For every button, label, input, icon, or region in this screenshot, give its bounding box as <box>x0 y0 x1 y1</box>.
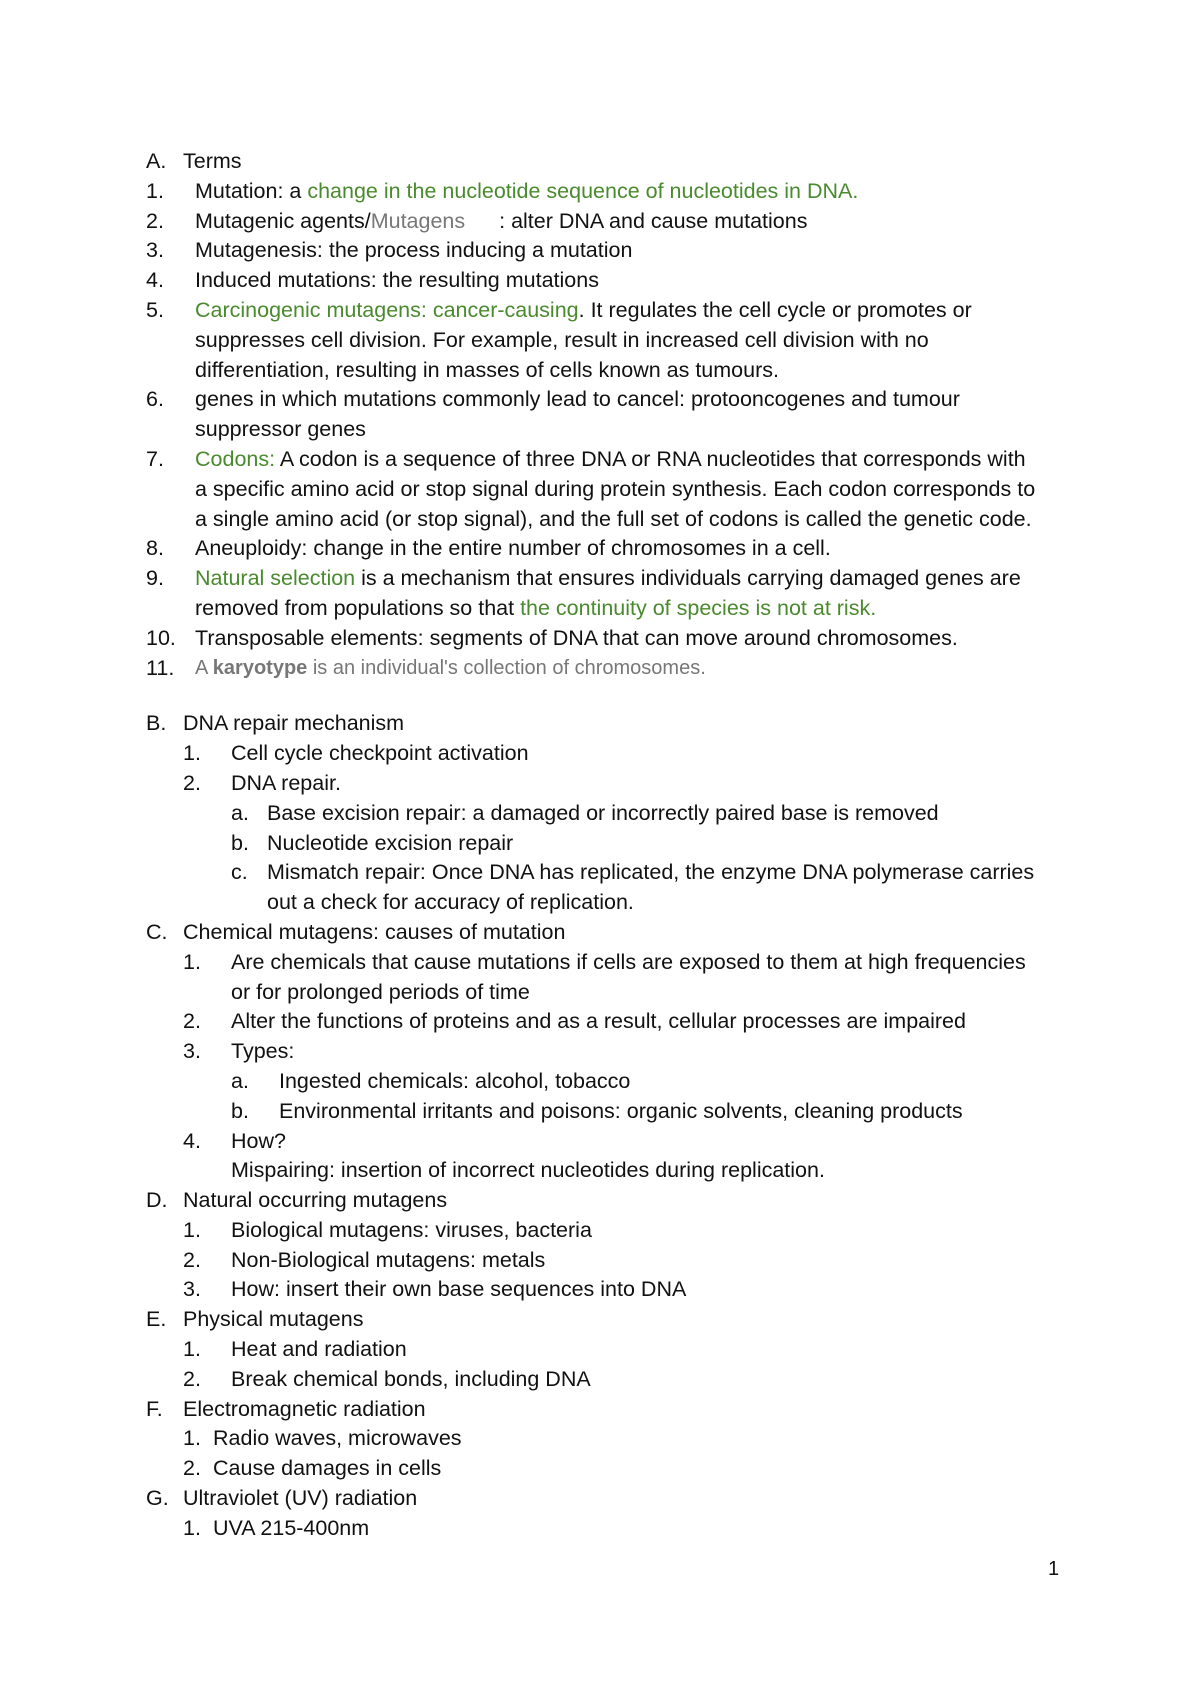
item-number: 8. <box>146 536 164 561</box>
section-d-heading <box>0 1186 1200 1216</box>
item-number: 7. <box>146 446 164 471</box>
item-text: Environmental irritants and poisons: organic solvents, cleaning products <box>279 1098 963 1123</box>
item-text: Radio waves, microwaves <box>213 1426 462 1451</box>
item-number: 3. <box>146 238 164 263</box>
section-title: Electromagnetic radiation <box>183 1396 426 1421</box>
item-text: Break chemical bonds, including DNA <box>231 1366 591 1391</box>
list-item <box>0 1007 1200 1037</box>
item-text-continued: Mispairing: insertion of incorrect nucleotides during replication. <box>231 1158 825 1183</box>
list-item <box>0 1275 1200 1305</box>
item-text-continued: suppressor genes <box>195 417 366 442</box>
list-item <box>0 236 1200 266</box>
section-marker: G. <box>146 1486 169 1511</box>
item-letter: b. <box>231 830 249 855</box>
item-number: 2. <box>183 770 201 795</box>
document-body <box>0 147 1200 1544</box>
section-title: Physical mutagens <box>183 1307 364 1332</box>
list-item <box>0 739 1200 769</box>
section-title: DNA repair mechanism <box>183 711 405 736</box>
item-number: 2. <box>183 1456 201 1481</box>
list-item <box>0 654 1200 684</box>
highlight-text: the continuity of species is not at risk. <box>520 595 877 620</box>
list-item <box>0 445 1200 475</box>
list-item <box>0 948 1200 978</box>
list-item <box>0 1454 1200 1484</box>
item-text: Nucleotide excision repair <box>267 830 514 855</box>
item-text: How: insert their own base sequences into DNA <box>231 1277 687 1302</box>
item-letter: b. <box>231 1098 249 1123</box>
item-number: 4. <box>183 1128 201 1153</box>
list-item <box>0 534 1200 564</box>
item-number: 2. <box>183 1366 201 1391</box>
item-text: DNA repair. <box>231 770 341 795</box>
item-number: 4. <box>146 268 164 293</box>
item-text: Types: <box>231 1039 295 1064</box>
item-text: How? <box>231 1128 286 1153</box>
item-text: Transposable elements: segments of DNA that can move around chromosomes. <box>195 625 958 650</box>
item-text: genes in which mutations commonly lead to cancel: protooncogenes and tumour <box>195 387 960 412</box>
list-item <box>0 177 1200 207</box>
item-text: . It regulates the cell cycle or promotes or <box>578 297 972 322</box>
section-f-heading <box>0 1395 1200 1425</box>
list-item <box>0 624 1200 654</box>
list-item <box>0 1037 1200 1067</box>
item-number: 1. <box>183 741 201 766</box>
item-number: 11. <box>146 655 175 680</box>
section-b-heading <box>0 709 1200 739</box>
item-letter: a. <box>231 800 249 825</box>
list-item <box>0 769 1200 799</box>
item-text-continued: removed from populations so that <box>195 595 521 620</box>
section-g-heading <box>0 1484 1200 1514</box>
list-item <box>0 1067 1200 1097</box>
section-title: Natural occurring mutagens <box>183 1188 448 1213</box>
item-number: 10. <box>146 625 176 650</box>
item-text: Aneuploidy: change in the entire number of chromosomes in a cell. <box>195 536 831 561</box>
item-number: 1. <box>183 1515 201 1540</box>
section-marker: C. <box>146 919 168 944</box>
item-text: A codon is a sequence of three DNA or RNA nucleotides that corresponds with <box>279 446 1026 471</box>
item-text: Non-Biological mutagens: metals <box>231 1247 546 1272</box>
item-text: Base excision repair: a damaged or incorrectly paired base is removed <box>267 800 939 825</box>
item-letter: a. <box>231 1068 249 1093</box>
gray-text: is an individual's collection of chromosomes. <box>307 656 706 679</box>
item-text: Mismatch repair: Once DNA has replicated, the enzyme DNA polymerase carries <box>267 860 1035 885</box>
item-text: UVA 215-400nm <box>213 1515 370 1540</box>
list-item <box>0 1335 1200 1365</box>
item-text: Mutagenesis: the process inducing a mutation <box>195 238 633 263</box>
item-number: 1. <box>183 949 201 974</box>
item-number: 1. <box>183 1217 201 1242</box>
page-number: 1 <box>1048 1558 1060 1580</box>
list-item <box>0 829 1200 859</box>
item-text: : alter DNA and cause mutations <box>499 208 808 233</box>
section-title: Ultraviolet (UV) radiation <box>183 1486 418 1511</box>
gray-text: A <box>195 656 213 679</box>
item-number: 1. <box>183 1426 201 1451</box>
item-text: is a mechanism that ensures individuals carrying damaged genes are <box>355 566 1021 591</box>
highlight-text: Carcinogenic mutagens: cancer-causing <box>195 297 579 322</box>
item-text-continued: out a check for accuracy of replication. <box>267 890 634 915</box>
item-text-continued: differentiation, resulting in masses of cells known as tumours. <box>195 357 779 382</box>
item-text: Induced mutations: the resulting mutations <box>195 268 599 293</box>
list-item <box>0 1514 1200 1544</box>
item-text: Cell cycle checkpoint activation <box>231 741 529 766</box>
item-text-continued: suppresses cell division. For example, result in increased cell division with no <box>195 327 929 352</box>
item-number: 3. <box>183 1039 201 1064</box>
section-marker: A. <box>146 149 167 173</box>
item-number: 9. <box>146 566 164 591</box>
list-item <box>0 1424 1200 1454</box>
section-marker: E. <box>146 1307 167 1332</box>
list-item <box>0 1127 1200 1157</box>
item-number: 1. <box>183 1337 201 1362</box>
section-marker: F. <box>146 1396 163 1421</box>
item-number: 1. <box>146 178 164 203</box>
item-number: 6. <box>146 387 164 412</box>
item-text: Mutation: a <box>195 178 308 203</box>
item-text: Biological mutagens: viruses, bacteria <box>231 1217 592 1242</box>
item-letter: c. <box>231 860 248 885</box>
section-e-heading <box>0 1305 1200 1335</box>
section-title: Terms <box>183 149 242 173</box>
bold-term: karyotype <box>212 656 308 679</box>
item-number: 2. <box>183 1247 201 1272</box>
list-item <box>0 266 1200 296</box>
section-c-heading <box>0 918 1200 948</box>
section-title: Chemical mutagens: causes of mutation <box>183 919 566 944</box>
list-item <box>0 207 1200 237</box>
highlight-text: change in the nucleotide sequence of nucleotides in DNA. <box>307 178 859 203</box>
item-text-continued: a single amino acid (or stop signal), and the full set of codons is called the genetic code. <box>195 506 1032 531</box>
list-item <box>0 799 1200 829</box>
section-marker: B. <box>146 711 167 736</box>
item-text: Mutagenic agents/ <box>195 208 371 233</box>
item-number: 2. <box>183 1009 201 1034</box>
section-marker: D. <box>146 1188 168 1213</box>
item-text: Cause damages in cells <box>213 1456 442 1481</box>
item-number: 3. <box>183 1277 201 1302</box>
item-text-continued: a specific amino acid or stop signal during protein synthesis. Each codon corresponds to <box>195 476 1036 501</box>
item-text: Alter the functions of proteins and as a result, cellular processes are impaired <box>231 1009 966 1034</box>
section-a-heading <box>0 147 1200 177</box>
item-text-continued: or for prolonged periods of time <box>231 979 530 1004</box>
list-item <box>0 858 1200 888</box>
list-item <box>0 1365 1200 1395</box>
highlight-text: Natural selection <box>195 566 356 591</box>
item-text: Are chemicals that cause mutations if cells are exposed to them at high frequencies <box>231 949 1026 974</box>
item-number: 2. <box>146 208 164 233</box>
list-item <box>0 564 1200 594</box>
list-item <box>0 1216 1200 1246</box>
item-text: Heat and radiation <box>231 1337 407 1362</box>
item-number: 5. <box>146 297 164 322</box>
list-item <box>0 296 1200 326</box>
list-item <box>0 385 1200 415</box>
gray-text: Mutagens <box>370 208 466 233</box>
list-item <box>0 1246 1200 1276</box>
item-text: Ingested chemicals: alcohol, tobacco <box>279 1068 631 1093</box>
highlight-text: Codons: <box>195 446 280 471</box>
list-item <box>0 1097 1200 1127</box>
